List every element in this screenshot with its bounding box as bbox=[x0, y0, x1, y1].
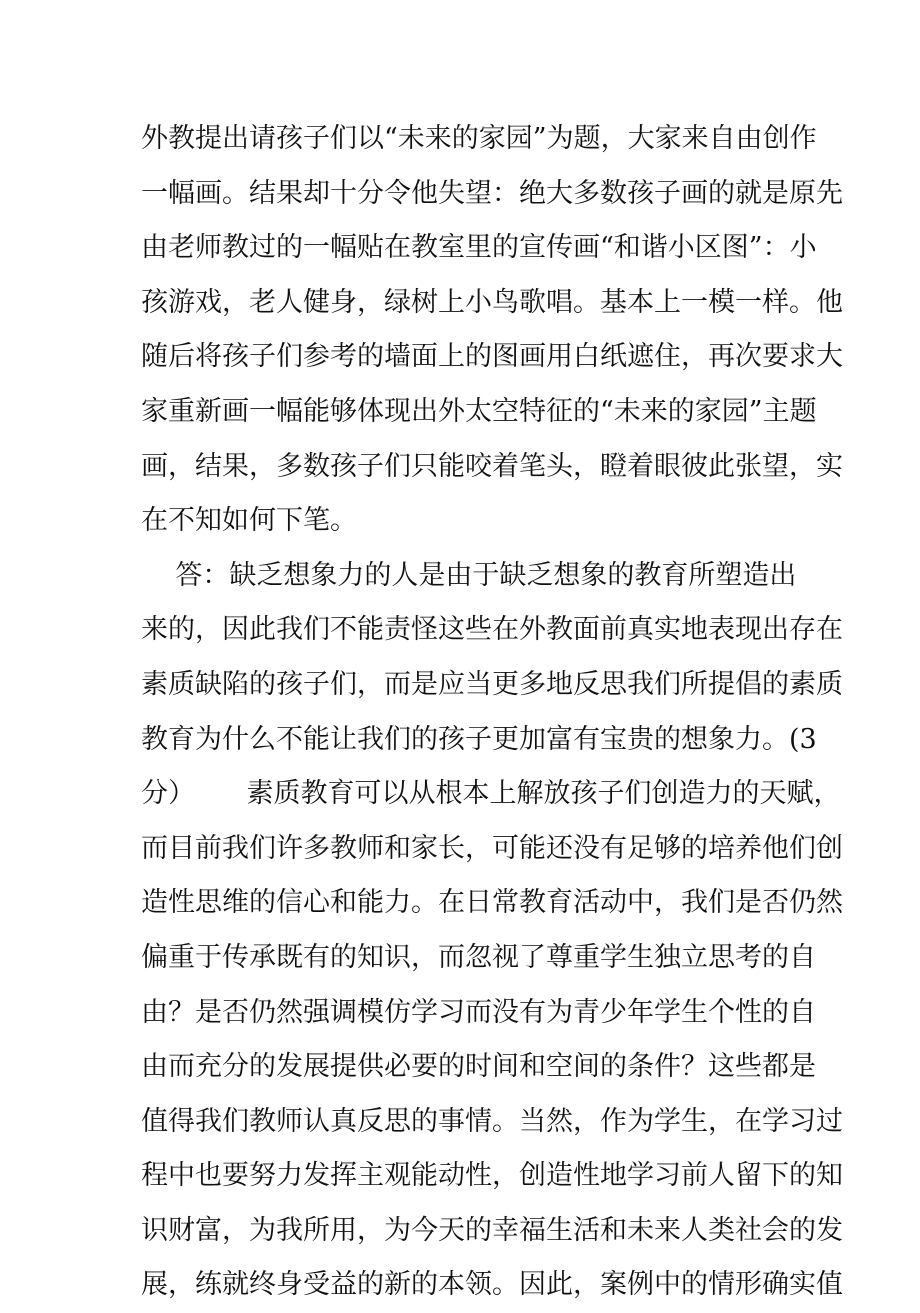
text-line: 在不知如何下笔。 bbox=[141, 505, 357, 537]
text-line: 外教提出请孩子们以“未来的家园”为题，大家来自由创作 bbox=[141, 123, 817, 154]
text-line: 由？是否仍然强调模仿学习而没有为青少年学生个性的自 bbox=[141, 996, 816, 1028]
body-text bbox=[141, 112, 843, 1313]
text-line: 随后将孩子们参考的墙面上的图画用白纸遮住，再次要求大 bbox=[141, 341, 843, 373]
text-line: 素质缺陷的孩子们，而是应当更多地反思我们所提倡的素质 bbox=[141, 668, 843, 700]
text-line: 画，结果，多数孩子们只能咬着笔头，瞪着眼彼此张望，实 bbox=[141, 450, 843, 482]
text-line: 识财富，为我所用，为今天的幸福生活和未来人类社会的发 bbox=[141, 1214, 843, 1246]
text-line: 来的，因此我们不能责怪这些在外教面前真实地表现出存在 bbox=[141, 614, 843, 646]
text-line: 由而充分的发展提供必要的时间和空间的条件？这些都是 bbox=[141, 1051, 816, 1083]
text-line: 分） 素质教育可以从根本上解放孩子们创造力的天赋， bbox=[141, 778, 841, 810]
text-line: 孩游戏，老人健身，绿树上小鸟歌唱。基本上一模一样。他 bbox=[141, 286, 843, 318]
text-line: 值得我们教师认真反思的事情。当然，作为学生，在学习过 bbox=[141, 1105, 843, 1137]
text-line: 教育为什么不能让我们的孩子更加富有宝贵的想象力。(3 bbox=[141, 723, 817, 755]
text-line: 造性思维的信心和能力。在日常教育活动中，我们是否仍然 bbox=[141, 887, 843, 919]
text-line: 展，练就终身受益的新的本领。因此，案例中的情形确实值 bbox=[141, 1269, 843, 1301]
text-line: 一幅画。结果却十分令他失望：绝大多数孩子画的就是原先 bbox=[141, 177, 843, 209]
text-line: 程中也要努力发挥主观能动性，创造性地学习前人留下的知 bbox=[141, 1160, 843, 1192]
text-line: 答：缺乏想象力的人是由于缺乏想象的教育所塑造出 bbox=[141, 559, 797, 591]
text-line: 由老师教过的一幅贴在教室里的宣传画“和谐小区图”：小 bbox=[141, 232, 817, 264]
text-line: 偏重于传承既有的知识，而忽视了尊重学生独立思考的自 bbox=[141, 941, 816, 973]
text-line: 家重新画一幅能够体现出外太空特征的“未来的家园”主题 bbox=[141, 395, 817, 427]
text-line: 而目前我们许多教师和家长，可能还没有足够的培养他们创 bbox=[141, 832, 843, 864]
